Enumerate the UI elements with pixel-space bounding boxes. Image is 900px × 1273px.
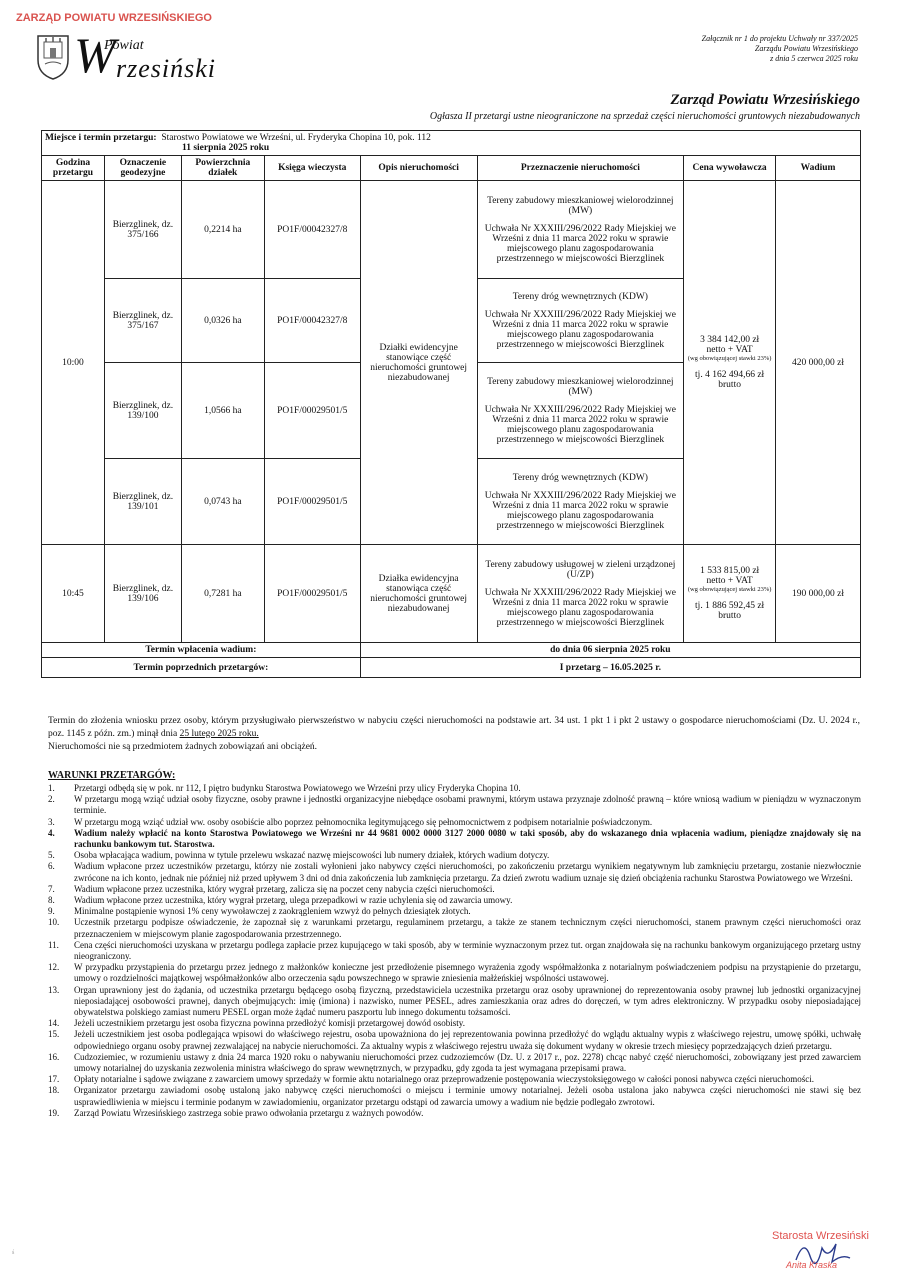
property-description: Działka ewidencyjna stanowiąca część nieruchomości gruntowej niezabudowanej: [360, 545, 477, 643]
property-purpose: [477, 279, 684, 363]
annex-note: [702, 34, 858, 64]
deposit-deadline-row: [42, 643, 861, 658]
conditions-title: WARUNKI PRZETARGÓW:: [48, 770, 176, 781]
purpose-title: Tereny dróg wewnętrznych (KDW): [512, 291, 648, 302]
intro-date: 25 lutego 2025 roku.: [179, 729, 259, 739]
deposit-deadline-label: Termin wpłacenia wadium:: [42, 643, 361, 658]
purpose-title: Tereny zabudowy usługowej w zieleni urządzonej (U/ZP): [485, 559, 676, 580]
conditions-list: [48, 783, 861, 1119]
list-item: 17. Opłaty notarialne i sądowe związane z zawarciem umowy sprzedaży w formie aktu notarialnego oraz przeprowadzenie postępowania wieczystoksięgowego w całości ponosi nabywca części nieruchomości.: [48, 1074, 814, 1085]
office-stamp: ZARZĄD POWIATU WRZESIŃSKIEGO: [16, 12, 212, 24]
margin-mark: ś: [12, 1250, 15, 1256]
logo-powiat: Powiat: [104, 38, 144, 53]
col-header: Księga wieczysta: [264, 156, 360, 181]
price-vat: netto + VAT: [706, 576, 753, 586]
price-vat: netto + VAT: [706, 345, 753, 355]
parcel-area: 0,0326 ha: [181, 279, 264, 363]
heading-subtitle: Ogłasza II przetargi ustne nieograniczone na sprzedaż części nieruchomości gruntowych niezabudowanych: [429, 111, 860, 122]
header-row: [42, 156, 861, 181]
purpose-resolution: Uchwała Nr XXXIII/296/2022 Rady Miejskiej we Wrześni z dnia 11 marca 2022 roku w sprawie miejscowego planu zagospodarowania przestrzennego w miejscowości Bierzglinek: [484, 404, 676, 445]
parcel-id: Bierzglinek, dz. 139/106: [104, 545, 181, 643]
announcement-heading: [430, 92, 860, 122]
col-header: Cena wywoławcza: [684, 156, 776, 181]
county-logo: [36, 27, 264, 84]
list-item: 9. Minimalne postąpienie wynosi 1% ceny wywoławczej z zaokrągleniem wzwyż do pełnych dziesiątek złotych.: [48, 906, 471, 917]
tender-time: 10:00: [42, 181, 105, 545]
price-gross: tj. 4 162 494,66 zł: [695, 370, 765, 380]
property-purpose: [477, 545, 684, 643]
annex-line: z dnia 5 czerwca 2025 roku: [770, 54, 858, 63]
place-value: Starostwo Powiatowe we Wrześni, ul. Fryderyka Chopina 10, pok. 112: [161, 133, 431, 143]
list-item: 18. Organizator przetargu zawiadomi osobę ustaloną jako nabywcę części nieruchomości o miejscu i terminie umowy notarialnej. Jeżeli osoba ustalona jako nabywca części nieruchomości nie stawi się bez usprawiedliwienia w miejscu i terminie podanym w zawiadomieniu, organizator przetargu odstąpi od zawarcia umowy a wadium nie będzie podlegało zwrotowi.: [48, 1085, 861, 1107]
starting-price: [684, 545, 776, 643]
logo-wordmark: [74, 27, 264, 84]
list-item: 13. Organ uprawniony jest do żądania, od uczestnika przetargu będącego osobą fizyczną, przedstawiciela uczestnika przetargu oraz osoby uprawnionej do reprezentowania osoby prawnej lub jednostki organizacyjnej nieposiadającej osobowości prawnej, danych obejmujących: imię (imiona) i nazwisko, numer PESEL, adres zamieszkania oraz adres do doręczeń, w tym adres elektroniczny. W przypadku osoby nieposiadającej obywatelstwa polskiego zamiast numeru PESEL organ może żądać numeru paszportu lub innego dokumentu tożsamości.: [48, 984, 861, 1018]
land-register: PO1F/00042327/8: [264, 279, 360, 363]
list-item: 6. Wadium wpłacone przez uczestników przetargu, którzy nie zostali wyłonieni jako nabywcy części nieruchomości, po zakończeniu przetargu wynikiem negatywnym lub zamknięciu przetargu, zostanie niezwłocznie zwrócone na ich konto, jednak nie później niż przed upływem 3 dni od dnia zakończenia lub zamknięcia przetargu. Za dzień zwrotu wadium uznaje się dzień obciążenia rachunku Starostwa Powiatowego we Wrześni.: [48, 861, 861, 883]
place-row: [42, 131, 861, 156]
purpose-resolution: Uchwała Nr XXXIII/296/2022 Rady Miejskiej we Wrześni z dnia 11 marca 2022 roku w sprawie miejscowego planu zagospodarowania przestrzennego w miejscowości Bierzglinek: [484, 490, 676, 531]
list-item: 4. Wadium należy wpłacić na konto Starostwa Powiatowego we Wrześni nr 44 9681 0002 0000 3127 2000 0080 w taki sposób, aby do wskazanego dnia wpłacenia wadium, pieniądze znajdowały się na rachunku bankowym tut. Starostwa.: [48, 827, 861, 850]
property-purpose: [477, 459, 684, 545]
tender-time: 10:45: [42, 545, 105, 643]
parcel-id: Bierzglinek, dz. 375/167: [104, 279, 181, 363]
col-header: Przeznaczenie nieruchomości: [477, 156, 684, 181]
crest-icon: [36, 34, 70, 80]
parcel-area: 0,7281 ha: [181, 545, 264, 643]
list-item: 5. Osoba wpłacająca wadium, powinna w tytule przelewu wskazać nazwę miejscowości lub numery działek, których wadium dotyczy.: [48, 850, 550, 861]
property-description: Działki ewidencyjne stanowiące część nieruchomości gruntowej niezabudowanej: [360, 181, 477, 545]
starting-price: [684, 181, 776, 545]
col-header: Powierzchnia działek: [181, 156, 264, 181]
property-purpose: [477, 363, 684, 459]
parcel-id: Bierzglinek, dz. 375/166: [104, 181, 181, 279]
table-row: [42, 545, 861, 643]
list-item: 3. W przetargu mogą wziąć udział ww. osoby osobiście albo poprzez pełnomocnika legitymującego się pełnomocnictwem z podpisem notarialnie poświadczonym.: [48, 816, 653, 827]
tender-date: 11 sierpnia 2025 roku: [182, 143, 270, 153]
col-header: Oznaczenie geodezyjne: [104, 156, 181, 181]
parcel-area: 0,2214 ha: [181, 181, 264, 279]
list-item: 16. Cudzoziemiec, w rozumieniu ustawy z dnia 24 marca 1920 roku o nabywaniu nieruchomości przez cudzoziemców (Dz. U. z 2017 r., poz. 2278) chcąc nabyć część nieruchomości, zobowiązany jest przed zawarciem umowy notarialnej do uzyskania zezwolenia ministra właściwego do spraw wewnętrznych, w przypadku, gdy zgoda ta jest wymagana przepisami prawa.: [48, 1051, 861, 1074]
annex-line: Załącznik nr 1 do projektu Uchwały nr 337/2025: [701, 34, 858, 43]
price-note: (wg obowiązującej stawki 23%): [687, 586, 772, 593]
place-label: Miejsce i termin przetargu:: [45, 133, 157, 143]
signature-stamp: [772, 1230, 882, 1272]
col-header: Opis nieruchomości: [360, 156, 477, 181]
list-item: 11. Cena części nieruchomości uzyskana w przetargu podlega zapłacie przez kupującego w taki sposób, aby w terminie wyznaczonym przez tut. organ znajdowała się na rachunku bankowym organizującego przetarg ustny nieograniczony.: [48, 939, 861, 962]
parcel-area: 1,0566 ha: [181, 363, 264, 459]
deposit: 420 000,00 zł: [776, 181, 861, 545]
list-item: 12. W przypadku przystąpienia do przetargu przez jednego z małżonków konieczne jest przedłożenie pisemnego wyrażenia zgody współmałżonka z notarialnym poświadczeniem podpisu na przystąpienie do przetargu, umowy o rozdzielności majątkowej współmałżonków albo orzeczenia sądu powszechnego w sprawie zniesienia małżeńskiej wspólności ustawowej.: [48, 962, 861, 984]
table-row: [42, 181, 861, 279]
land-register: PO1F/00029501/5: [264, 459, 360, 545]
purpose-title: Tereny dróg wewnętrznych (KDW): [512, 472, 648, 483]
price-gross: tj. 1 886 592,45 zł: [695, 601, 765, 611]
heading-title: Zarząd Powiatu Wrzesińskiego: [670, 92, 860, 108]
logo-name: rzesiński: [116, 54, 216, 83]
col-header: Godzina przetargu: [42, 156, 105, 181]
list-item: 19. Zarząd Powiatu Wrzesińskiego zastrzega sobie prawo odwołania przetargu z ważnych powodów.: [48, 1107, 424, 1118]
list-item: 15. Jeżeli uczestnikiem jest osoba podlegająca wpisowi do właściwego rejestru, osoba upoważniona do jej reprezentowania powinna przedłożyć do wglądu aktualny wypis z właściwego rejestru, umowę spółki, uchwałę odpowiedniego organu osoby prawnej zezwalającej na nabycie nieruchomości. Za aktualny wypis z właściwego rejestru uważa się dokument wydany w okresie trzech miesięcy poprzedzających dzień przetargu.: [48, 1029, 861, 1051]
land-register: PO1F/00029501/5: [264, 363, 360, 459]
list-item: 8. Wadium wpłacone przez uczestnika, który wygrał przetarg, ulega przepadkowi w razie uchylenia się od zawarcia umowy.: [48, 895, 513, 906]
price-brutto: brutto: [718, 380, 741, 390]
purpose-resolution: Uchwała Nr XXXIII/296/2022 Rady Miejskiej we Wrześni z dnia 11 marca 2022 roku w sprawie miejscowego planu zagospodarowania przestrzennego w miejscowości Bierzglinek: [484, 309, 676, 350]
purpose-title: Tereny zabudowy mieszkaniowej wielorodzinnej (MW): [487, 376, 674, 397]
list-item: 14. Jeżeli uczestnikiem przetargu jest osoba fizyczna powinna przedłożyć komisji przetargowej dowód osobisty.: [48, 1018, 465, 1029]
signature-name: Anita Kraska: [786, 1260, 838, 1270]
intro-text-2: Nieruchomości nie są przedmiotem żadnych zobowiązań ani obciążeń.: [48, 742, 318, 752]
list-item: 1. Przetargi odbędą się w pok. nr 112, I piętro budynku Starostwa Powiatowego we Wrześni przy ulicy Fryderyka Chopina 10.: [48, 783, 521, 793]
price-net: 3 384 142,00 zł: [700, 335, 760, 345]
list-item: 7. Wadium wpłacone przez uczestnika, który wygrał przetarg, zalicza się na poczet ceny nabycia części nieruchomości.: [48, 883, 495, 894]
property-purpose: [477, 181, 684, 279]
land-register: PO1F/00042327/8: [264, 181, 360, 279]
list-item: 2. W przetargu mogą wziąć udział osoby fizyczne, osoby prawne i jednostki organizacyjne niebędące osobami prawnymi, którym ustawa przyznaje zdolność prawną – które wniosą wadium w pieniądzu w wyznaczonym terminie.: [48, 794, 861, 816]
parcel-id: Bierzglinek, dz. 139/100: [104, 363, 181, 459]
annex-line: Zarządu Powiatu Wrzesińskiego: [754, 44, 858, 53]
deposit: 190 000,00 zł: [776, 545, 861, 643]
land-register: PO1F/00029501/5: [264, 545, 360, 643]
purpose-resolution: Uchwała Nr XXXIII/296/2022 Rady Miejskiej we Wrześni z dnia 11 marca 2022 roku w sprawie miejscowego planu zagospodarowania przestrzennego w miejscowości Bierzglinek: [484, 587, 676, 628]
logo-w: W: [74, 27, 116, 83]
purpose-resolution: Uchwała Nr XXXIII/296/2022 Rady Miejskiej we Wrześni z dnia 11 marca 2022 roku w sprawie miejscowego planu zagospodarowania przestrzennego w miejscowości Bierzglinek: [484, 223, 676, 264]
list-item: 10. Uczestnik przetargu podpisze oświadczenie, że zapoznał się z warunkami przetargu, regulaminem przetargu, a także ze stanem technicznym części nieruchomości, stanem prawnym części nieruchomości oraz przeznaczeniem w miejscowym planie zagospodarowania przestrzennego.: [48, 917, 861, 939]
previous-tenders-value: I przetarg – 16.05.2025 r.: [360, 658, 860, 678]
intro-text: Termin do złożenia wniosku przez osoby, którym przysługiwało pierwszeństwo w nabyciu części nieruchomości na podstawie art. 34 ust. 1 pkt 1 i pkt 2 ustawy o gospodarce nieruchomościami (Dz. U. 2024 r., poz. 1145 z późn. zm.) minął dnia: [48, 716, 860, 739]
parcel-area: 0,0743 ha: [181, 459, 264, 545]
deposit-deadline-value: do dnia 06 sierpnia 2025 roku: [360, 643, 860, 658]
previous-tenders-row: [42, 658, 861, 678]
price-net: 1 533 815,00 zł: [700, 566, 760, 576]
price-note: (wg obowiązującej stawki 23%): [687, 355, 772, 362]
previous-tenders-label: Termin poprzednich przetargów:: [42, 658, 361, 678]
intro-paragraph: [48, 715, 860, 754]
parcel-id: Bierzglinek, dz. 139/101: [104, 459, 181, 545]
purpose-title: Tereny zabudowy mieszkaniowej wielorodzinnej (MW): [487, 195, 674, 216]
tender-table: [41, 130, 861, 678]
signature-role: Starosta Wrzesiński: [772, 1230, 869, 1242]
col-header: Wadium: [776, 156, 861, 181]
price-brutto: brutto: [718, 611, 741, 621]
